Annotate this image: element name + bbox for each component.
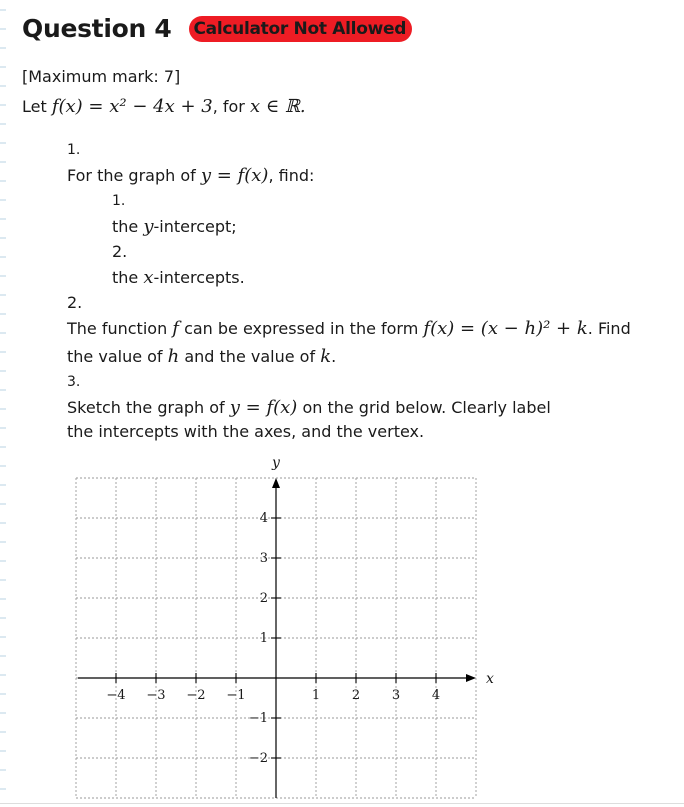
- part-1-text: [67, 165, 314, 186]
- sub-2-text-before: the: [112, 268, 139, 287]
- coordinate-grid: [60, 450, 500, 802]
- x-tick-label: 3: [391, 688, 401, 703]
- sub-2-variable: x: [143, 267, 154, 288]
- sub-1-text-before: the: [112, 217, 139, 236]
- y-tick-label: −1: [248, 711, 268, 726]
- function-expression: f(x) = x² − 4x + 3: [51, 96, 213, 117]
- y-tick-label: 2: [259, 591, 268, 606]
- part-2-line2-after: .: [331, 347, 337, 366]
- part-1-text-after: , find:: [268, 166, 315, 185]
- part-2-number: 2.: [67, 293, 83, 312]
- part-3-text-before: Sketch the graph of: [67, 398, 225, 417]
- calculator-badge: Calculator Not Allowed: [189, 16, 412, 42]
- part-2-text-line2: [67, 346, 336, 367]
- part-2-text-before: The function: [67, 319, 168, 338]
- let-word: Let: [22, 97, 47, 116]
- x-tick-label: −2: [186, 688, 206, 703]
- part-2-line2-before: the value of: [67, 347, 163, 366]
- part-2-text-after: . Find: [587, 319, 631, 338]
- x-tick-label: −1: [226, 688, 246, 703]
- x-tick-label: −4: [106, 688, 126, 703]
- part-3-text-after: on the grid below. Clearly label: [302, 398, 551, 417]
- y-tick-label: −2: [248, 751, 268, 766]
- x-axis-arrow: [466, 674, 476, 682]
- x-axis-label: x: [486, 671, 494, 687]
- part-1-number: 1.: [67, 142, 81, 158]
- part-3-text: [67, 397, 551, 418]
- part-2-var-h: h: [167, 346, 180, 367]
- part-3-number: 3.: [67, 374, 81, 390]
- bottom-rule: [0, 803, 684, 804]
- y-tick-label: 1: [259, 631, 268, 646]
- part-2-expression: f(x) = (x − h)² + k: [423, 318, 588, 339]
- part-1-text-before: For the graph of: [67, 166, 196, 185]
- y-tick-label: 3: [259, 551, 268, 566]
- function-definition: [22, 96, 306, 117]
- x-tick-label: 1: [311, 688, 321, 703]
- sub-1-text-after: -intercept;: [153, 217, 237, 236]
- y-axis-arrow: [272, 478, 280, 488]
- part-2-text: [67, 318, 631, 339]
- part-3-text-line2: the intercepts with the axes, and the vertex.: [67, 422, 425, 441]
- x-tick-label: 2: [351, 688, 361, 703]
- domain-expression: x ∈ ℝ.: [249, 96, 306, 117]
- for-word: , for: [212, 97, 245, 116]
- x-tick-label: −3: [146, 688, 166, 703]
- sub-1-variable: y: [143, 216, 154, 237]
- part-1-expression: y = f(x): [200, 165, 269, 186]
- y-tick-label: 4: [259, 511, 268, 526]
- max-mark: [Maximum mark: 7]: [22, 67, 181, 86]
- part-1-sub-1-number: 1.: [112, 193, 126, 209]
- part-2-text-mid: can be expressed in the form: [184, 319, 419, 338]
- question-title: Question 4: [22, 14, 172, 43]
- question-header: [22, 14, 412, 43]
- margin-ticks: [0, 0, 8, 807]
- part-2-var-f: f: [172, 318, 179, 339]
- part-1-sub-2-number: 2.: [112, 242, 128, 261]
- part-1-sub-1-text: [112, 216, 237, 237]
- part-3-expression: y = f(x): [229, 397, 298, 418]
- part-2-line2-mid: and the value of: [184, 347, 316, 366]
- part-2-var-k: k: [320, 346, 332, 367]
- y-axis-label: y: [272, 455, 280, 471]
- part-1-sub-2-text: [112, 267, 245, 288]
- sub-2-text-after: -intercepts.: [153, 268, 245, 287]
- x-tick-label: 4: [431, 688, 441, 703]
